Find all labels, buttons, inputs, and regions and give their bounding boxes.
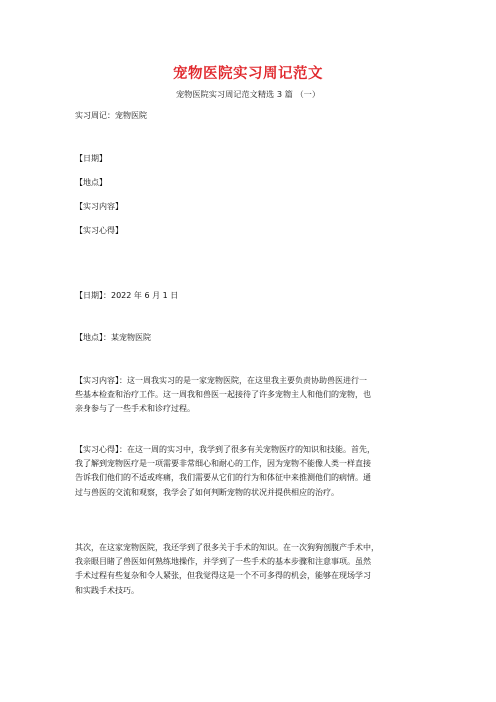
paragraph-line: 些基本检查和治疗工作。这一周我和兽医一起接待了许多宠物主人和他们的宠物，也 bbox=[75, 390, 371, 400]
field-date-label: 【日期】 bbox=[75, 154, 107, 163]
field-experience-label: 【实习心得】 bbox=[75, 226, 123, 235]
paragraph-line: 过与兽医的交流和观察，我学会了如何判断宠物的状况并提供相应的治疗。 bbox=[75, 487, 339, 497]
paragraph-line: 告诉我们他们的不适或疼痛，我们需要从它们的行为和体征中来推测他们的病情。通 bbox=[75, 473, 371, 483]
paragraph-line: 亲身参与了一些手术和诊疗过程。 bbox=[75, 404, 195, 414]
date-line: 【日期】：2022 年 6 月 1 日 bbox=[75, 291, 179, 300]
document-title: 宠物医院实习周记范文 bbox=[173, 66, 323, 82]
field-content-label: 【实习内容】 bbox=[75, 202, 123, 211]
experience-paragraph bbox=[75, 443, 440, 500]
content-paragraph bbox=[75, 374, 440, 417]
paragraph-line: 【实习心得】：在这一周的实习中，我学到了很多有关宠物医疗的知识和技能。首先， bbox=[75, 445, 375, 454]
location-line: 【地点】：某宠物医院 bbox=[75, 333, 151, 342]
paragraph-line: 其次，在这家宠物医院，我还学到了很多关于手术的知识。在一次狗狗剖腹产手术中， bbox=[75, 543, 379, 552]
paragraph-line: 和实践手术技巧。 bbox=[75, 585, 139, 595]
paragraph-line: 我了解到宠物医疗是一项需要非常细心和耐心的工作，因为宠物不能像人类一样直接 bbox=[75, 459, 371, 469]
field-location-label: 【地点】 bbox=[75, 178, 107, 187]
paragraph-line: 我亲眼目睹了兽医如何熟练地操作，并学到了一些手术的基本步骤和注意事项。虽然 bbox=[75, 557, 371, 567]
paragraph-line: 【实习内容】：这一周我实习的是一家宠物医院，在这里我主要负责协助兽医进行一 bbox=[75, 376, 367, 385]
paragraph-line: 手术过程有些复杂和令人紧张，但我觉得这是一个不可多得的机会，能够在现场学习 bbox=[75, 571, 371, 581]
document-subtitle: 宠物医院实习周记范文精选 3 篇 （一） bbox=[175, 89, 321, 99]
intro-line: 实习周记：宠物医院 bbox=[75, 111, 147, 120]
surgery-paragraph bbox=[75, 541, 440, 598]
